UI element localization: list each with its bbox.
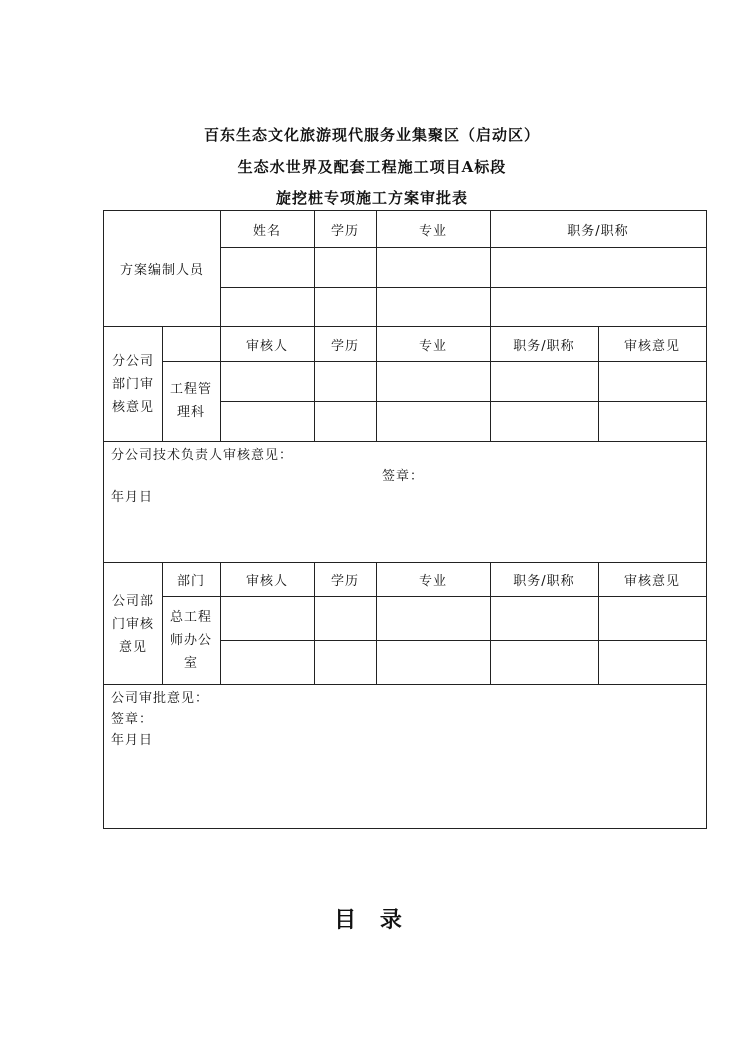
branch-dept-label: 分公司 部门审 核意见 bbox=[111, 354, 154, 415]
col-header-major: 专业 bbox=[418, 224, 447, 239]
doc-title-line-2: 生态水世界及配套工程施工项目A标段 bbox=[237, 158, 507, 176]
branch-tech-date: 年月日 bbox=[111, 490, 154, 505]
branch-tech-opinion-label: 分公司技术负责人审核意见： bbox=[111, 448, 294, 463]
col-header-major: 专业 bbox=[418, 574, 447, 589]
company-approval-date: 年月日 bbox=[111, 733, 154, 748]
doc-title-line-3: 旋挖桩专项施工方案审批表 bbox=[275, 189, 468, 207]
company-approval-seal: 签章： bbox=[111, 712, 154, 727]
col-header-opinion: 审核意见 bbox=[623, 574, 680, 589]
col-header-title: 职务/职称 bbox=[567, 224, 629, 239]
col-header-reviewer: 审核人 bbox=[245, 574, 288, 589]
col-header-name: 姓名 bbox=[252, 224, 281, 239]
branch-dept-name: 工程管 理科 bbox=[169, 382, 212, 420]
doc-title-line-1: 百东生态文化旅游现代服务业集聚区（启动区） bbox=[203, 126, 540, 144]
col-header-education: 学历 bbox=[330, 224, 359, 239]
branch-tech-seal: 签章： bbox=[382, 469, 425, 484]
toc-title: 目 录 bbox=[334, 907, 410, 933]
col-header-title: 职务/职称 bbox=[513, 339, 575, 354]
col-header-education: 学历 bbox=[330, 574, 359, 589]
col-header-major: 专业 bbox=[418, 339, 447, 354]
company-dept-label: 公司部 门审核 意见 bbox=[111, 594, 154, 655]
col-header-dept: 部门 bbox=[176, 574, 205, 589]
col-header-education: 学历 bbox=[330, 339, 359, 354]
col-header-title: 职务/职称 bbox=[513, 574, 575, 589]
col-header-reviewer: 审核人 bbox=[245, 339, 288, 354]
company-approval-label: 公司审批意见： bbox=[111, 691, 210, 706]
authors-label: 方案编制人员 bbox=[119, 263, 204, 278]
company-dept-name: 总工程 师办公 室 bbox=[169, 610, 212, 671]
col-header-opinion: 审核意见 bbox=[623, 339, 680, 354]
